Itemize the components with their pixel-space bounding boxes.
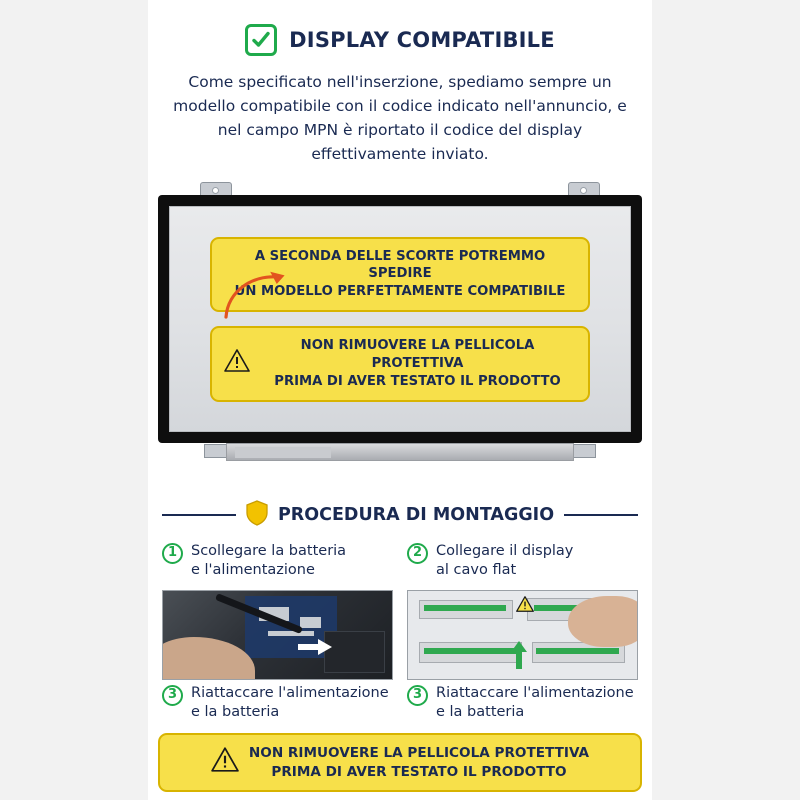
step-2-line1: Collegare il display — [436, 543, 574, 560]
header — [148, 24, 652, 56]
screen-bezel — [158, 195, 642, 443]
step-1-line1: Scollegare la batteria — [191, 543, 347, 560]
content-column — [148, 0, 652, 800]
shield-icon — [246, 500, 268, 530]
chip-3 — [268, 631, 314, 636]
flat-cable-3 — [424, 648, 516, 654]
step-3-line2: e la batteria — [191, 703, 280, 720]
page-title: DISPLAY COMPATIBILE — [289, 28, 555, 52]
film-notice-box — [210, 326, 590, 401]
hand-region — [162, 637, 255, 680]
rule-left — [162, 514, 236, 516]
display-illustration — [158, 182, 642, 482]
step-1-label — [162, 542, 393, 580]
footer-line2: PRIMA DI AVER TESTATO IL PRODOTTO — [271, 763, 567, 780]
chip-2 — [300, 617, 321, 628]
procedure-header — [162, 500, 638, 530]
stock-notice-line1: A SECONDA DELLE SCORTE POTREMMO SPEDIRE — [254, 248, 546, 282]
rule-right — [564, 514, 638, 516]
footer-warning-banner — [158, 733, 642, 792]
check-box-icon — [245, 24, 277, 56]
step-2-line2: al cavo flat — [436, 561, 517, 578]
step-4-label — [407, 684, 638, 722]
film-notice-line2: PRIMA DI AVER TESTATO IL PRODOTTO — [274, 373, 561, 389]
right-margin-strip — [652, 0, 800, 800]
warning-triangle-icon — [224, 349, 250, 378]
step-1-photo — [162, 590, 393, 680]
screen-surface — [169, 206, 631, 432]
step-3-number: 3 — [162, 685, 183, 706]
green-up-arrow-icon — [511, 641, 527, 673]
flat-cable-1 — [424, 605, 506, 611]
footer-line1: NON RIMUOVERE LA PELLICOLA PROTETTIVA — [248, 745, 590, 762]
curved-arrow-icon — [218, 267, 290, 319]
panel-tape — [235, 447, 331, 458]
step-4-line2: e la batteria — [436, 703, 525, 720]
step-4-line1: Riattaccare l'alimentazione — [436, 684, 634, 701]
step-3-line1: Riattaccare l'alimentazione — [191, 684, 389, 701]
intro-text: Come specificato nell'inserzione, spediamo sempre un modello compatibile con il codice indicato nell'annuncio, e nel campo MPN è riportato il codice del display effettivamente inviato. — [173, 73, 627, 164]
step-1-line2: e l'alimentazione — [191, 561, 315, 578]
step-2-number: 2 — [407, 543, 428, 564]
warning-triangle-icon-footer — [211, 747, 239, 777]
hand-region-2 — [568, 596, 638, 647]
warning-triangle-icon-small — [516, 596, 534, 616]
panel-foot-strip — [226, 443, 574, 461]
stock-notice-line2: UN MODELLO PERFETTAMENTE COMPATIBILE — [234, 284, 566, 300]
step-2-photo — [407, 590, 638, 680]
battery-region — [324, 631, 386, 673]
step-1-number: 1 — [162, 543, 183, 564]
left-margin-strip — [0, 0, 148, 800]
white-arrow-icon — [298, 639, 332, 659]
step-3-label — [162, 684, 393, 722]
procedure-title: PROCEDURA DI MONTAGGIO — [277, 505, 555, 526]
steps-grid — [162, 542, 638, 721]
film-notice-line1: NON RIMUOVERE LA PELLICOLA PROTETTIVA — [300, 338, 535, 371]
flat-cable-4 — [536, 648, 618, 654]
step-2-label — [407, 542, 638, 580]
step-4-number: 3 — [407, 685, 428, 706]
